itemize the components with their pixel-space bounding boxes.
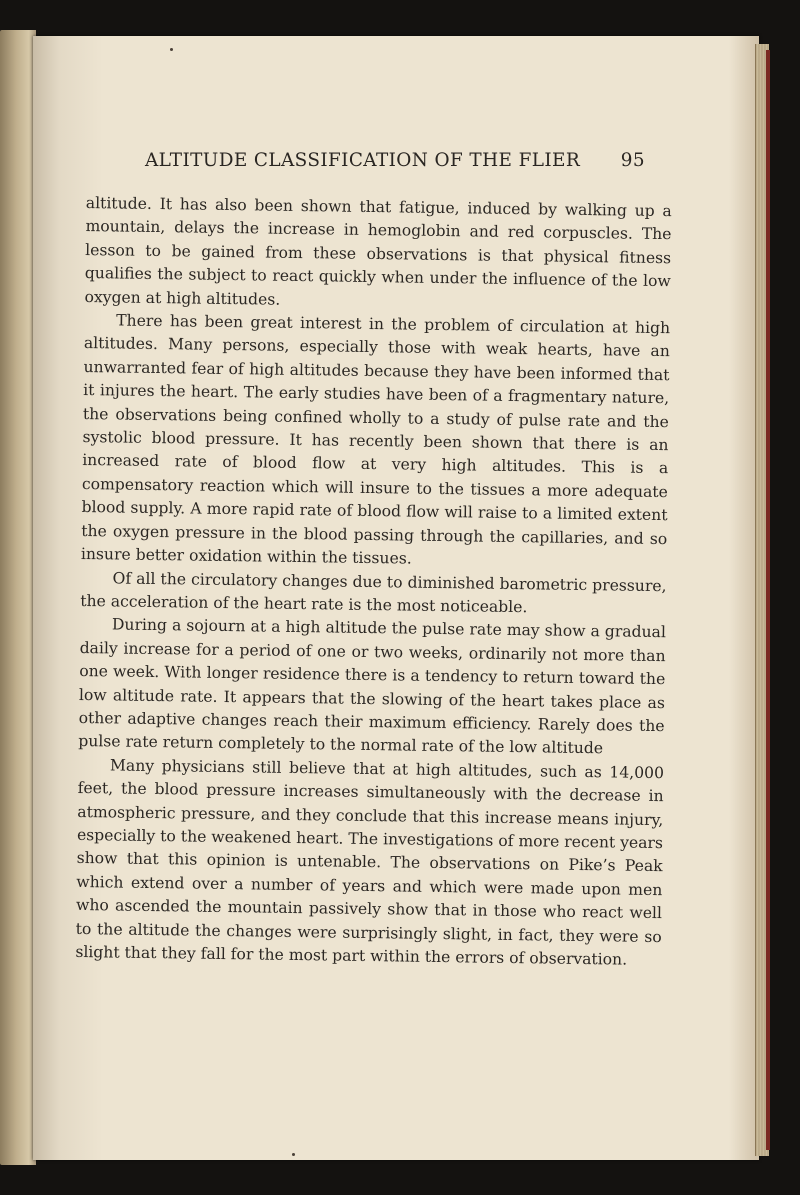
body-text [75, 192, 672, 973]
paragraph-1: altitude. It has also been shown that fatigue, induced by walking up a mountain, delays the increase in hemoglobin and red corpuscles. The lesson to be gained from these observations is that physical fitness qualifies the subject to react quickly when under the influence of the low oxygen at high altitudes. [84, 193, 672, 309]
paper-speck [170, 48, 173, 51]
paper-speck [292, 1153, 295, 1156]
running-head-title: ALTITUDE CLASSIFICATION OF THE FLIER [145, 150, 581, 171]
cover-rim [766, 50, 770, 1150]
paragraph-5: Many physicians still believe that at high altitudes, such as 14,000 feet, the blood pressure increases simultaneously with the decrease in atmospheric pressure, and they conclude that this increase means injury, especially to the weakened heart. The investigations of more recent years show that this opinion is untenable. The observations on Pike’s Peak which extend over a number of years and which were made upon men who ascended the mountain passively show that in those who react well to the altitude the changes were surprisingly slight, in fact, they were so slight that they fall for the most part within the errors of observation. [75, 756, 665, 969]
paragraph-3: Of all the circulatory changes due to diminished barometric pressure, the acceleration of the heart rate is the most noticeable. [80, 568, 667, 617]
previous-page-edge [0, 30, 36, 1165]
paragraph-2: There has been great interest in the problem of circulation at high altitudes. Many persons, especially those with weak hearts, have an unwarranted fear of high altitudes because they have been informed that it injures the heart. The early studies have been of a fragmentary nature, the observations being confined wholly to a study of pulse rate and the systolic blood pressure. It has recently been shown that there is an increased rate of blood flow at very high altitudes. This is a compensatory reaction which will insure to the tissues a more adequate blood supply. A more rapid rate of blood flow will raise to a limited extent the oxygen pressure in the blood passing through the capillaries, and so insure better oxidation within the tissues. [80, 311, 671, 568]
paragraph-4: During a sojourn at a high altitude the pulse rate may show a gradual daily increase for a period of one or two weeks, ordinarily not more than one week. With longer residence there is a tendency to return toward the low altitude rate. It appears that the slowing of the heart takes place as other adaptive changes reach their maximum efficiency. Rarely does the pulse rate return completely to the normal rate of the low altitude [78, 615, 667, 758]
page-number: 95 [620, 150, 645, 171]
